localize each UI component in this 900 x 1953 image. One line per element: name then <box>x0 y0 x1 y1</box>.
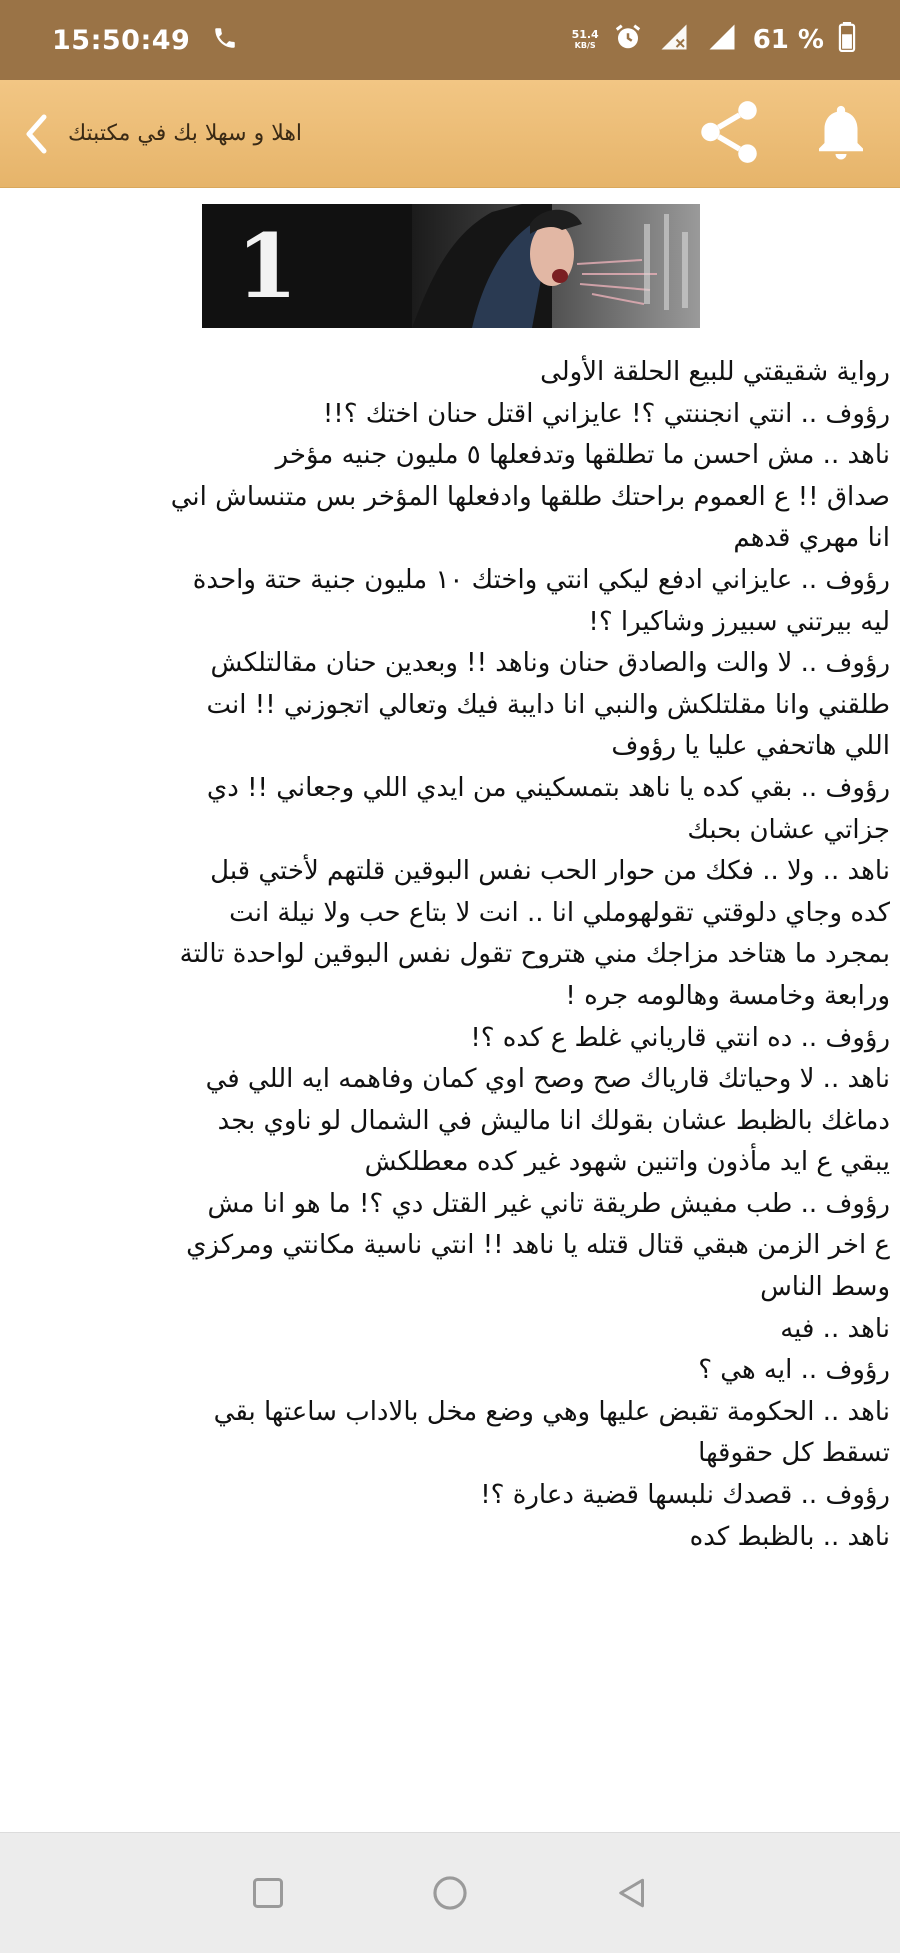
app-bar-left <box>18 109 302 159</box>
story-line: ناهد .. مش احسن ما تطلقها وتدفعلها ٥ مليون جنيه مؤخر <box>275 440 890 471</box>
status-right <box>572 22 856 59</box>
alarm-icon <box>613 22 643 59</box>
story-line: رؤوف .. ايه هي ؟ <box>698 1355 890 1386</box>
app-bar-right <box>692 95 874 173</box>
story-line: ناهد .. الحكومة تقبض عليها وهي وضع مخل بالاداب ساعتها بقي <box>213 1396 890 1427</box>
story-line: ناهد .. بالظبط كده <box>689 1521 890 1552</box>
story-line: انا مهري قدهم <box>733 523 890 554</box>
app-title: اهلا و سهلا بك في مكتبتك <box>68 121 303 146</box>
story-line: جزاتي عشان بحبك <box>687 814 890 845</box>
story-line: كده وجاي دلوقتي تقولهوملي انا .. انت لا بتاع حب ولا نيلة انت <box>229 897 890 928</box>
status-left <box>52 25 238 56</box>
story-line: اللي هاتحفي عليا يا رؤوف <box>611 731 890 762</box>
share-icon[interactable] <box>692 95 766 173</box>
banner-episode-number: 1 <box>236 214 298 318</box>
status-time: 15:50:49 <box>52 24 191 56</box>
wifi-icon <box>657 22 691 59</box>
episode-banner <box>202 204 700 328</box>
battery-icon <box>838 22 856 59</box>
battery-label: 61 % <box>752 25 824 55</box>
story-line: صداق !! ع العموم براحتك طلقها وادفعلها المؤخر بس متنساش اني <box>170 481 890 512</box>
story-line: رؤوف .. بقي كده يا ناهد بتمسكيني من ايدي اللي وجعاني !! دي <box>206 772 890 803</box>
story-line: رؤوف .. ده انتي قارياني غلط ع كده ؟! <box>470 1022 890 1053</box>
story-line: طلقني وانا مقلتلكش والنبي انا دايبة فيك وتعالي اتجوزني !! انت <box>206 689 890 720</box>
story-line: يبقي ع ايد مأذون واتنين شهود غير كده معطلكش <box>364 1147 890 1178</box>
recents-square-icon[interactable] <box>241 1866 295 1920</box>
net-speed: 51.4 KB/S <box>571 28 599 50</box>
back-chevron-icon[interactable] <box>18 109 54 159</box>
story-line: ع اخر الزمن هبقي قتال قتله يا ناهد !! انتي ناسية مكانتي ومركزي <box>186 1230 890 1261</box>
story-line: رواية شقيقتي للبيع الحلقة الأولى <box>540 357 890 387</box>
story-line: ناهد .. ولا .. فكك من حوار الحب نفس البوقين قلتهم لأختي قبل <box>210 856 890 887</box>
app-bar <box>0 80 900 188</box>
story-line: رؤوف .. طب مفيش طريقة تاني غير القتل دي ؟! ما هو انا مش <box>207 1188 890 1219</box>
bell-icon[interactable] <box>808 97 874 171</box>
story-line: رؤوف .. قصدك نلبسها قضية دعارة ؟! <box>480 1480 890 1511</box>
home-circle-icon[interactable] <box>423 1866 477 1920</box>
status-bar <box>0 0 900 80</box>
phone-icon <box>212 25 238 55</box>
story-line: رؤوف .. انتي انجننتي ؟! عايزاني اقتل حنان اختك ؟!! <box>322 398 890 429</box>
system-nav-bar <box>0 1832 900 1953</box>
story-line: وسط الناس <box>760 1272 890 1303</box>
signal-icon <box>705 22 739 59</box>
story-line: رؤوف .. عايزاني ادفع ليكي انتي واختك ١٠ مليون جنية حتة واحدة <box>192 564 890 595</box>
banner-illustration <box>412 204 700 328</box>
story-text <box>14 352 890 1558</box>
story-line: دماغك بالظبط عشان بقولك انا ماليش في الشمال لو ناوي بجد <box>217 1105 890 1136</box>
story-line: رؤوف .. لا والت والصادق حنان وناهد !! وبعدين حنان مقالتلكش <box>210 648 890 679</box>
story-line: ناهد .. فيه <box>780 1313 890 1344</box>
story-line: بمجرد ما هتاخد مزاجك مني هتروح تقول نفس البوقين لواحدة تالتة <box>179 939 890 970</box>
story-line: ورابعة وخامسة وهالومه جره ! <box>565 980 890 1011</box>
back-triangle-icon[interactable] <box>605 1866 659 1920</box>
story-line: ناهد .. لا وحياتك قارياك صح وصح اوي كمان وفاهمه ايه اللي في <box>205 1064 890 1095</box>
story-line: ليه بيرتني سبيرز وشاكيرا ؟! <box>588 606 890 637</box>
story-line: تسقط كل حقوقها <box>698 1438 890 1469</box>
